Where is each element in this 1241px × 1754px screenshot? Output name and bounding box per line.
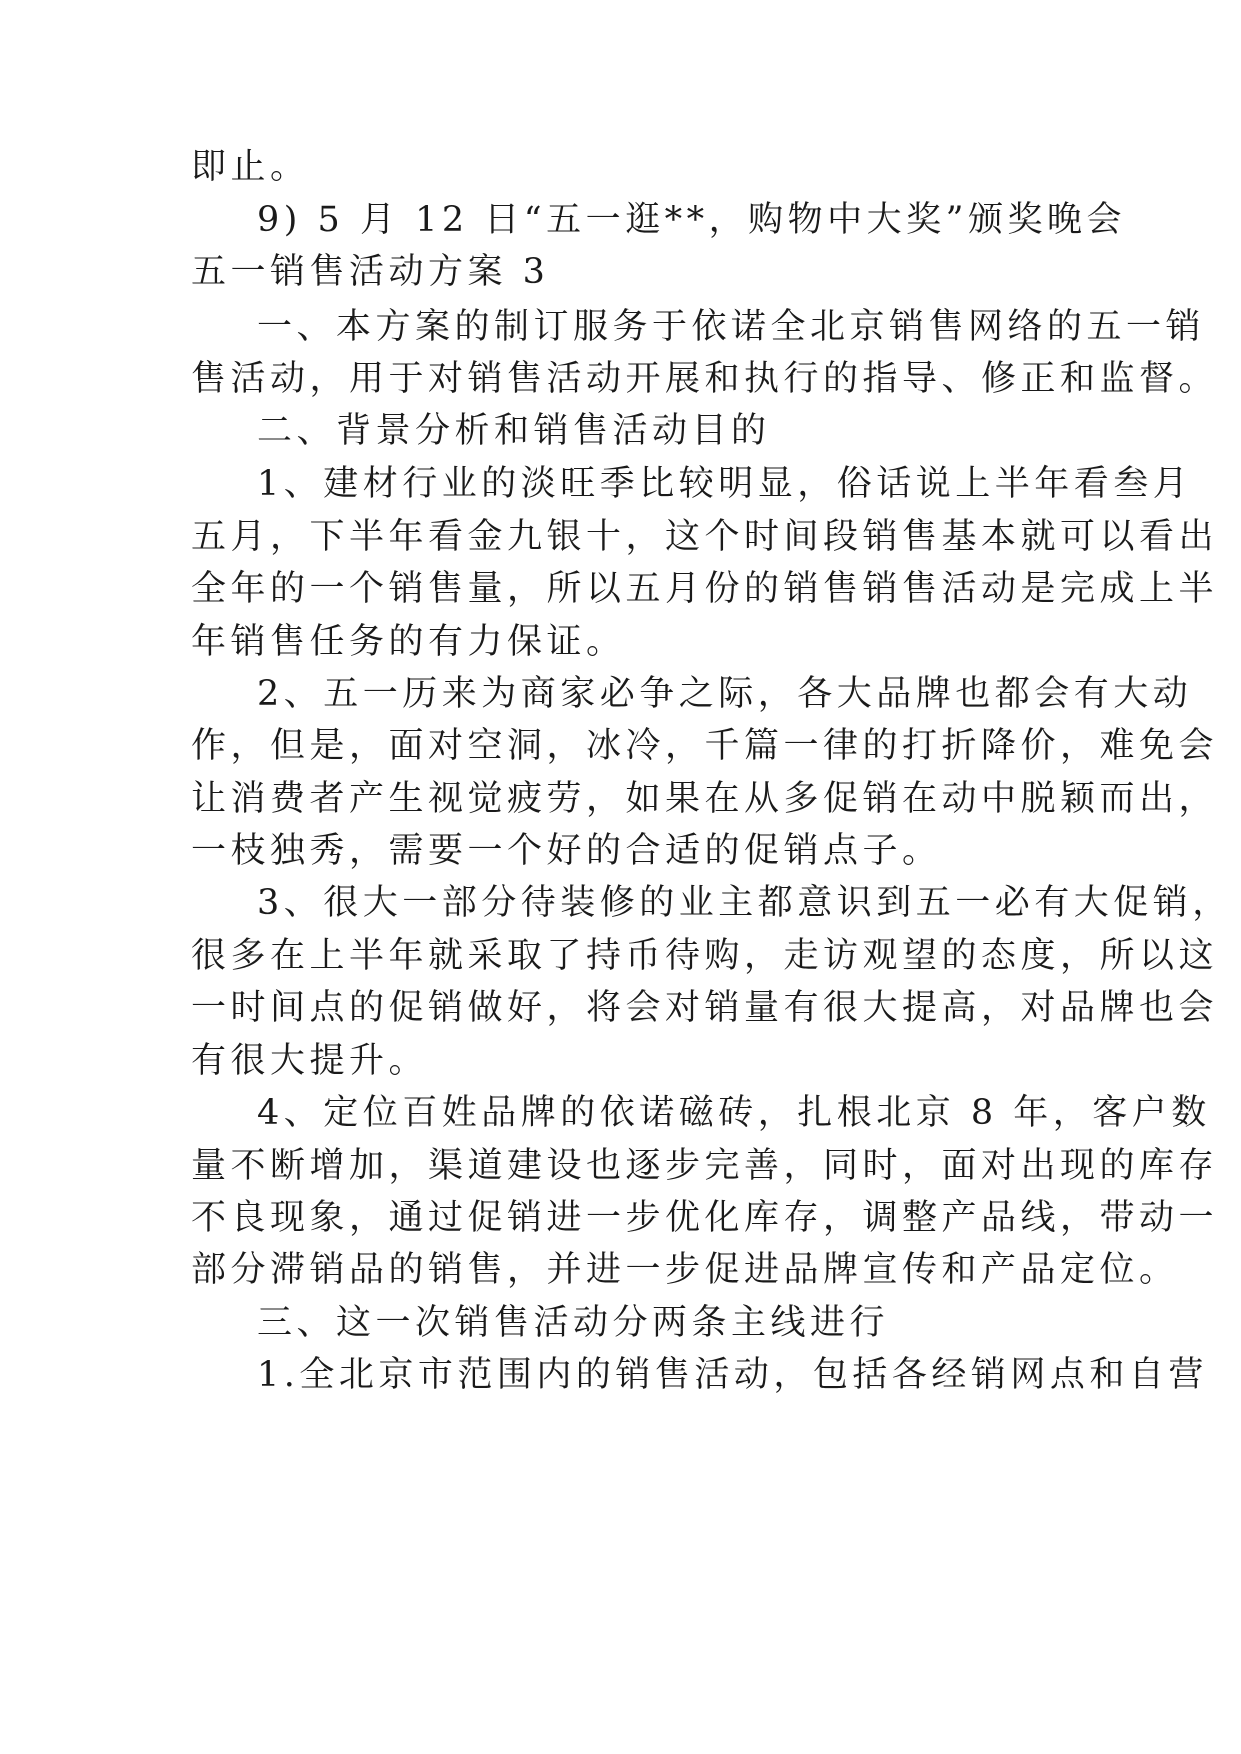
text-line: 年销售任务的有力保证。: [191, 622, 626, 662]
text-line: 量不断增加，渠道建设也逐步完善，同时，面对出现的库存: [191, 1146, 1219, 1186]
text-line: 让消费者产生视觉疲劳，如果在从多促销在动中脱颖而出，: [191, 779, 1219, 819]
text-line: 五月，下半年看金九银十，这个时间段销售基本就可以看出: [191, 517, 1219, 557]
text-line: 很多在上半年就采取了持币待购，走访观望的态度，所以这: [191, 936, 1219, 976]
text-line: 全年的一个销售量，所以五月份的销售销售活动是完成上半: [191, 569, 1219, 609]
text-line: 作，但是，面对空洞，冰冷，千篇一律的打折降价，难免会: [191, 726, 1219, 766]
text-line: 9) 5 月 12 日“五一逛**，购物中大奖”颁奖晚会: [257, 200, 1127, 240]
section-heading: 五一销售活动方案 3: [191, 252, 550, 292]
text-line: 一、本方案的制订服务于依诺全北京销售网络的五一销: [257, 307, 1206, 347]
text-line: 1.全北京市范围内的销售活动，包括各经销网点和自营: [257, 1355, 1208, 1395]
text-line: 二、背景分析和销售活动目的: [257, 411, 771, 451]
text-line: 即止。: [191, 147, 310, 187]
text-line: 2、五一历来为商家必争之际，各大品牌也都会有大动: [257, 674, 1193, 714]
text-line: 三、这一次销售活动分两条主线进行: [257, 1303, 890, 1343]
text-line: 3、很大一部分待装修的业主都意识到五一必有大促销，: [257, 883, 1232, 923]
text-line: 有很大提升。: [191, 1041, 429, 1081]
text-line: 1、建材行业的淡旺季比较明显，俗话说上半年看叁月: [257, 464, 1193, 504]
text-line: 一枝独秀，需要一个好的合适的促销点子。: [191, 831, 942, 871]
text-line: 售活动，用于对销售活动开展和执行的指导、修正和监督。: [191, 359, 1219, 399]
text-line: 4、定位百姓品牌的依诺磁砖，扎根北京 8 年，客户数: [257, 1093, 1211, 1133]
text-line: 不良现象，通过促销进一步优化库存，调整产品线，带动一: [191, 1198, 1219, 1238]
text-line: 一时间点的促销做好，将会对销量有很大提高，对品牌也会: [191, 988, 1219, 1028]
text-line: 部分滞销品的销售，并进一步促进品牌宣传和产品定位。: [191, 1250, 1179, 1290]
